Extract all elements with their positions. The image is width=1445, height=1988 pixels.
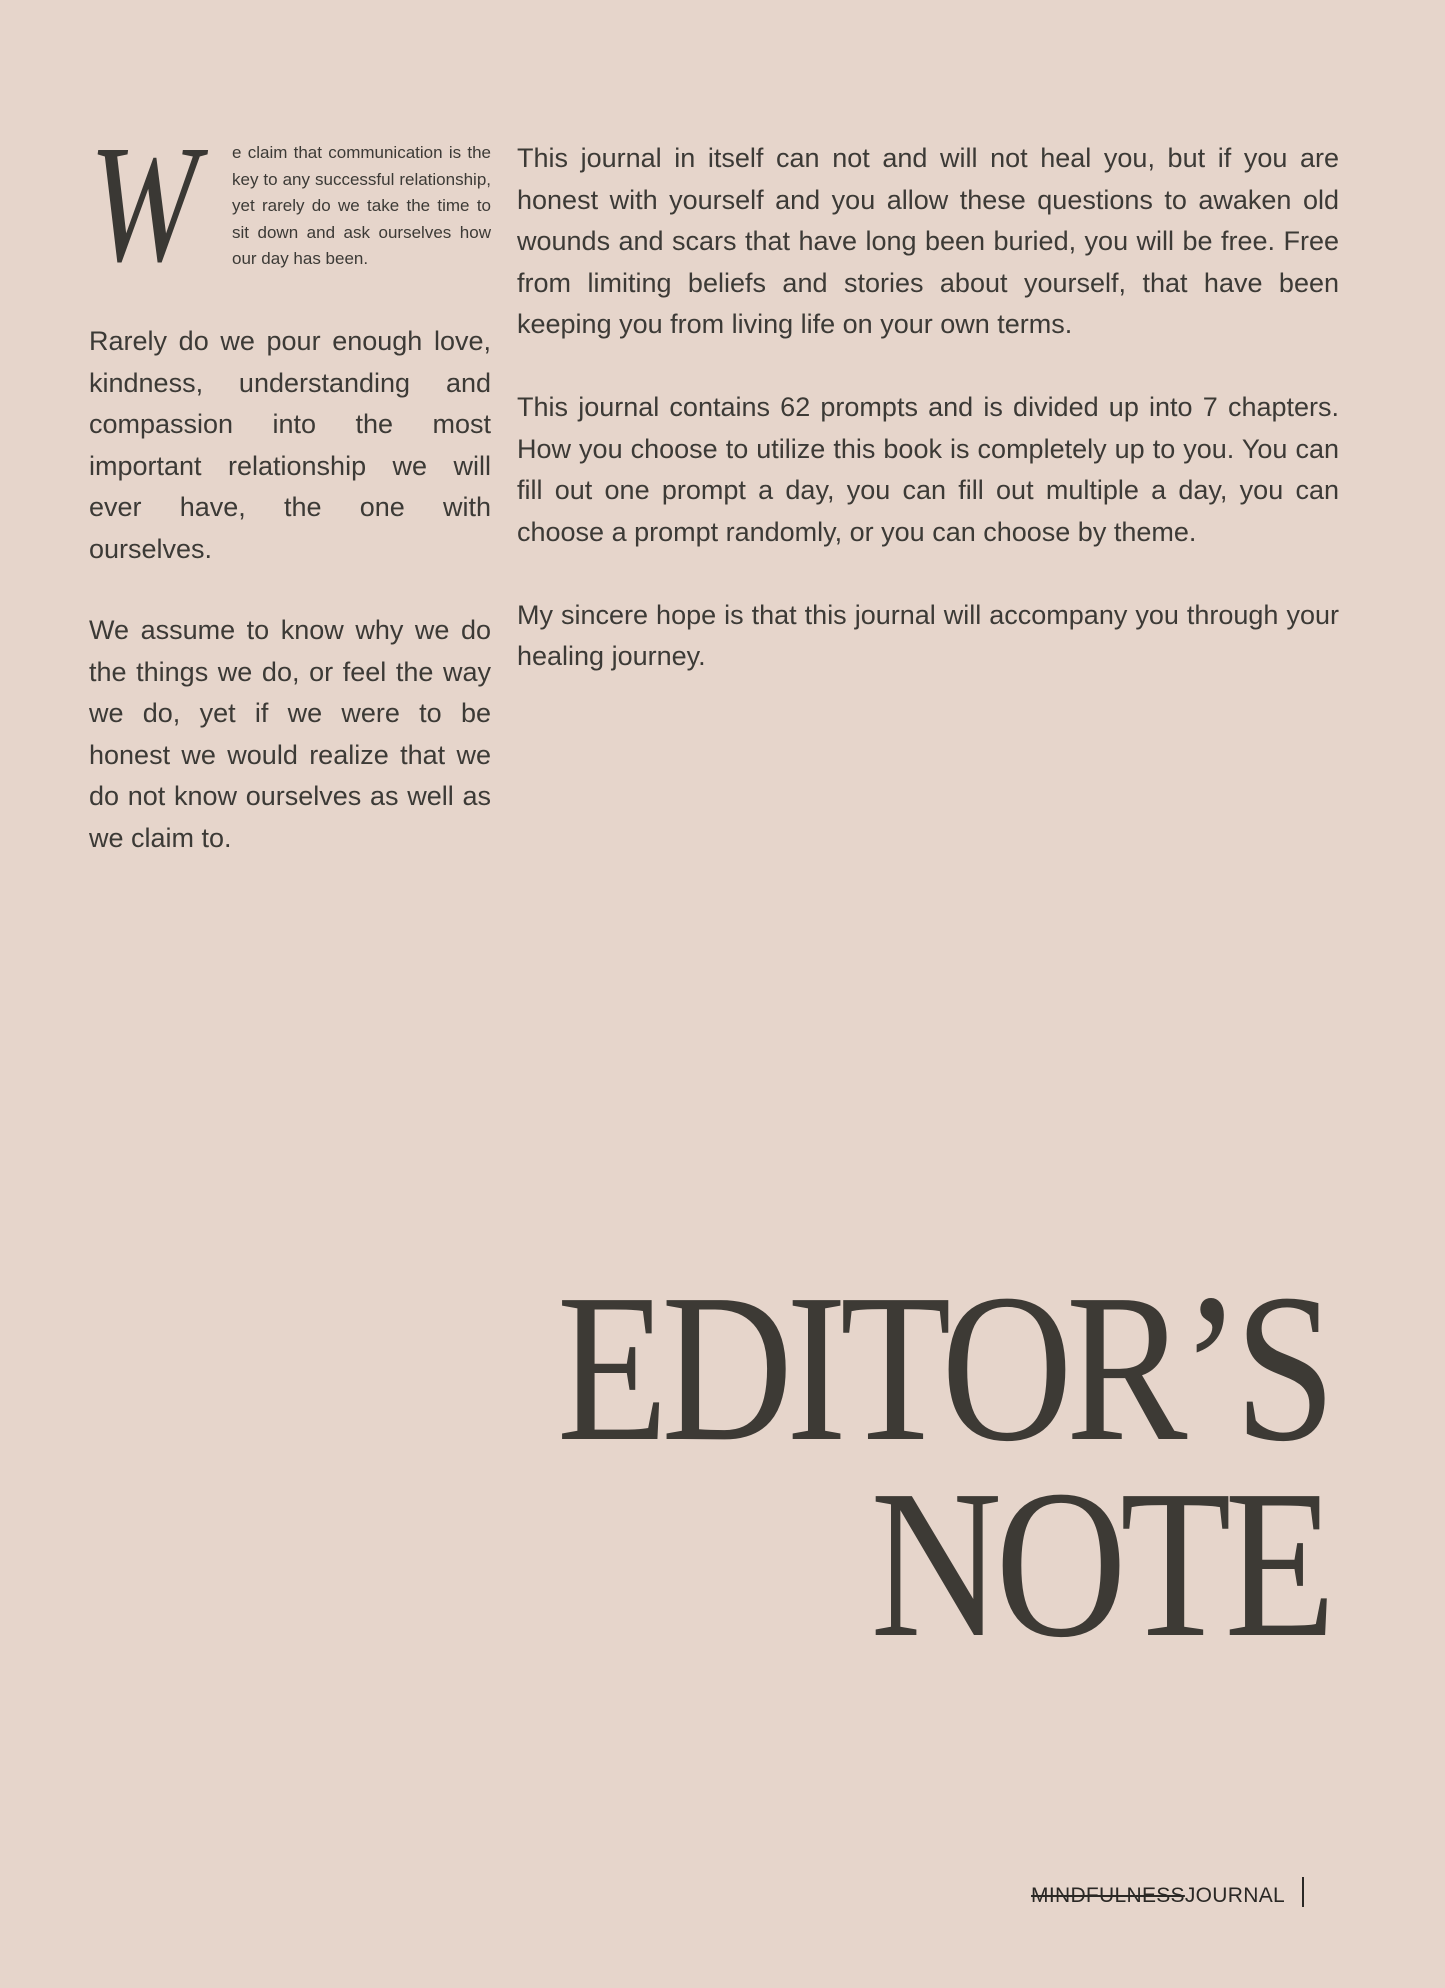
left-paragraph-1: Rarely do we pour enough love, kindness, understanding and compassion into the most important relationship we will ever have, the one with ourselves. xyxy=(89,326,491,564)
intro-paragraph xyxy=(89,111,491,300)
left-paragraph-2: We assume to know why we do the things we do, or feel the way we do, yet if we were to be honest we would realize that we do not know ourselves as well as we claim to. xyxy=(89,615,491,853)
page-title xyxy=(555,1250,1329,1681)
right-column xyxy=(517,138,1339,678)
footer-word: JOURNAL xyxy=(1184,1884,1285,1907)
footer-divider xyxy=(1302,1877,1304,1907)
footer-label xyxy=(1031,1883,1285,1909)
intro-block xyxy=(89,111,491,300)
intro-text: e claim that communication is the key to any successful relationship, yet rarely do we take the time to sit down and ask ourselves how our day has been. xyxy=(232,143,491,269)
right-paragraph-2: This journal contains 62 prompts and is divided up into 7 chapters. How you choose to utilize this book is completely up to you. You can fill out one prompt a day, you can fill out multiple a day, you can choose a prompt randomly, or you can choose by theme. xyxy=(517,392,1339,547)
title-line-1: EDITOR’S xyxy=(556,1250,1329,1485)
right-paragraph-3: My sincere hope is that this journal will accompany you through your healing journey. xyxy=(517,599,1339,671)
right-paragraph-1: This journal in itself can not and will not heal you, but if you are honest with yourself and you allow these questions to awaken old wounds and scars that have long been buried, you will be free. Free from limiting beliefs and stories about yourself, that have been keeping you from living life on your own terms. xyxy=(517,143,1339,339)
drop-cap: W xyxy=(89,111,199,297)
title-line-2: NOTE xyxy=(870,1446,1329,1681)
footer-strike-word: MINDFULNESS xyxy=(1031,1884,1185,1907)
